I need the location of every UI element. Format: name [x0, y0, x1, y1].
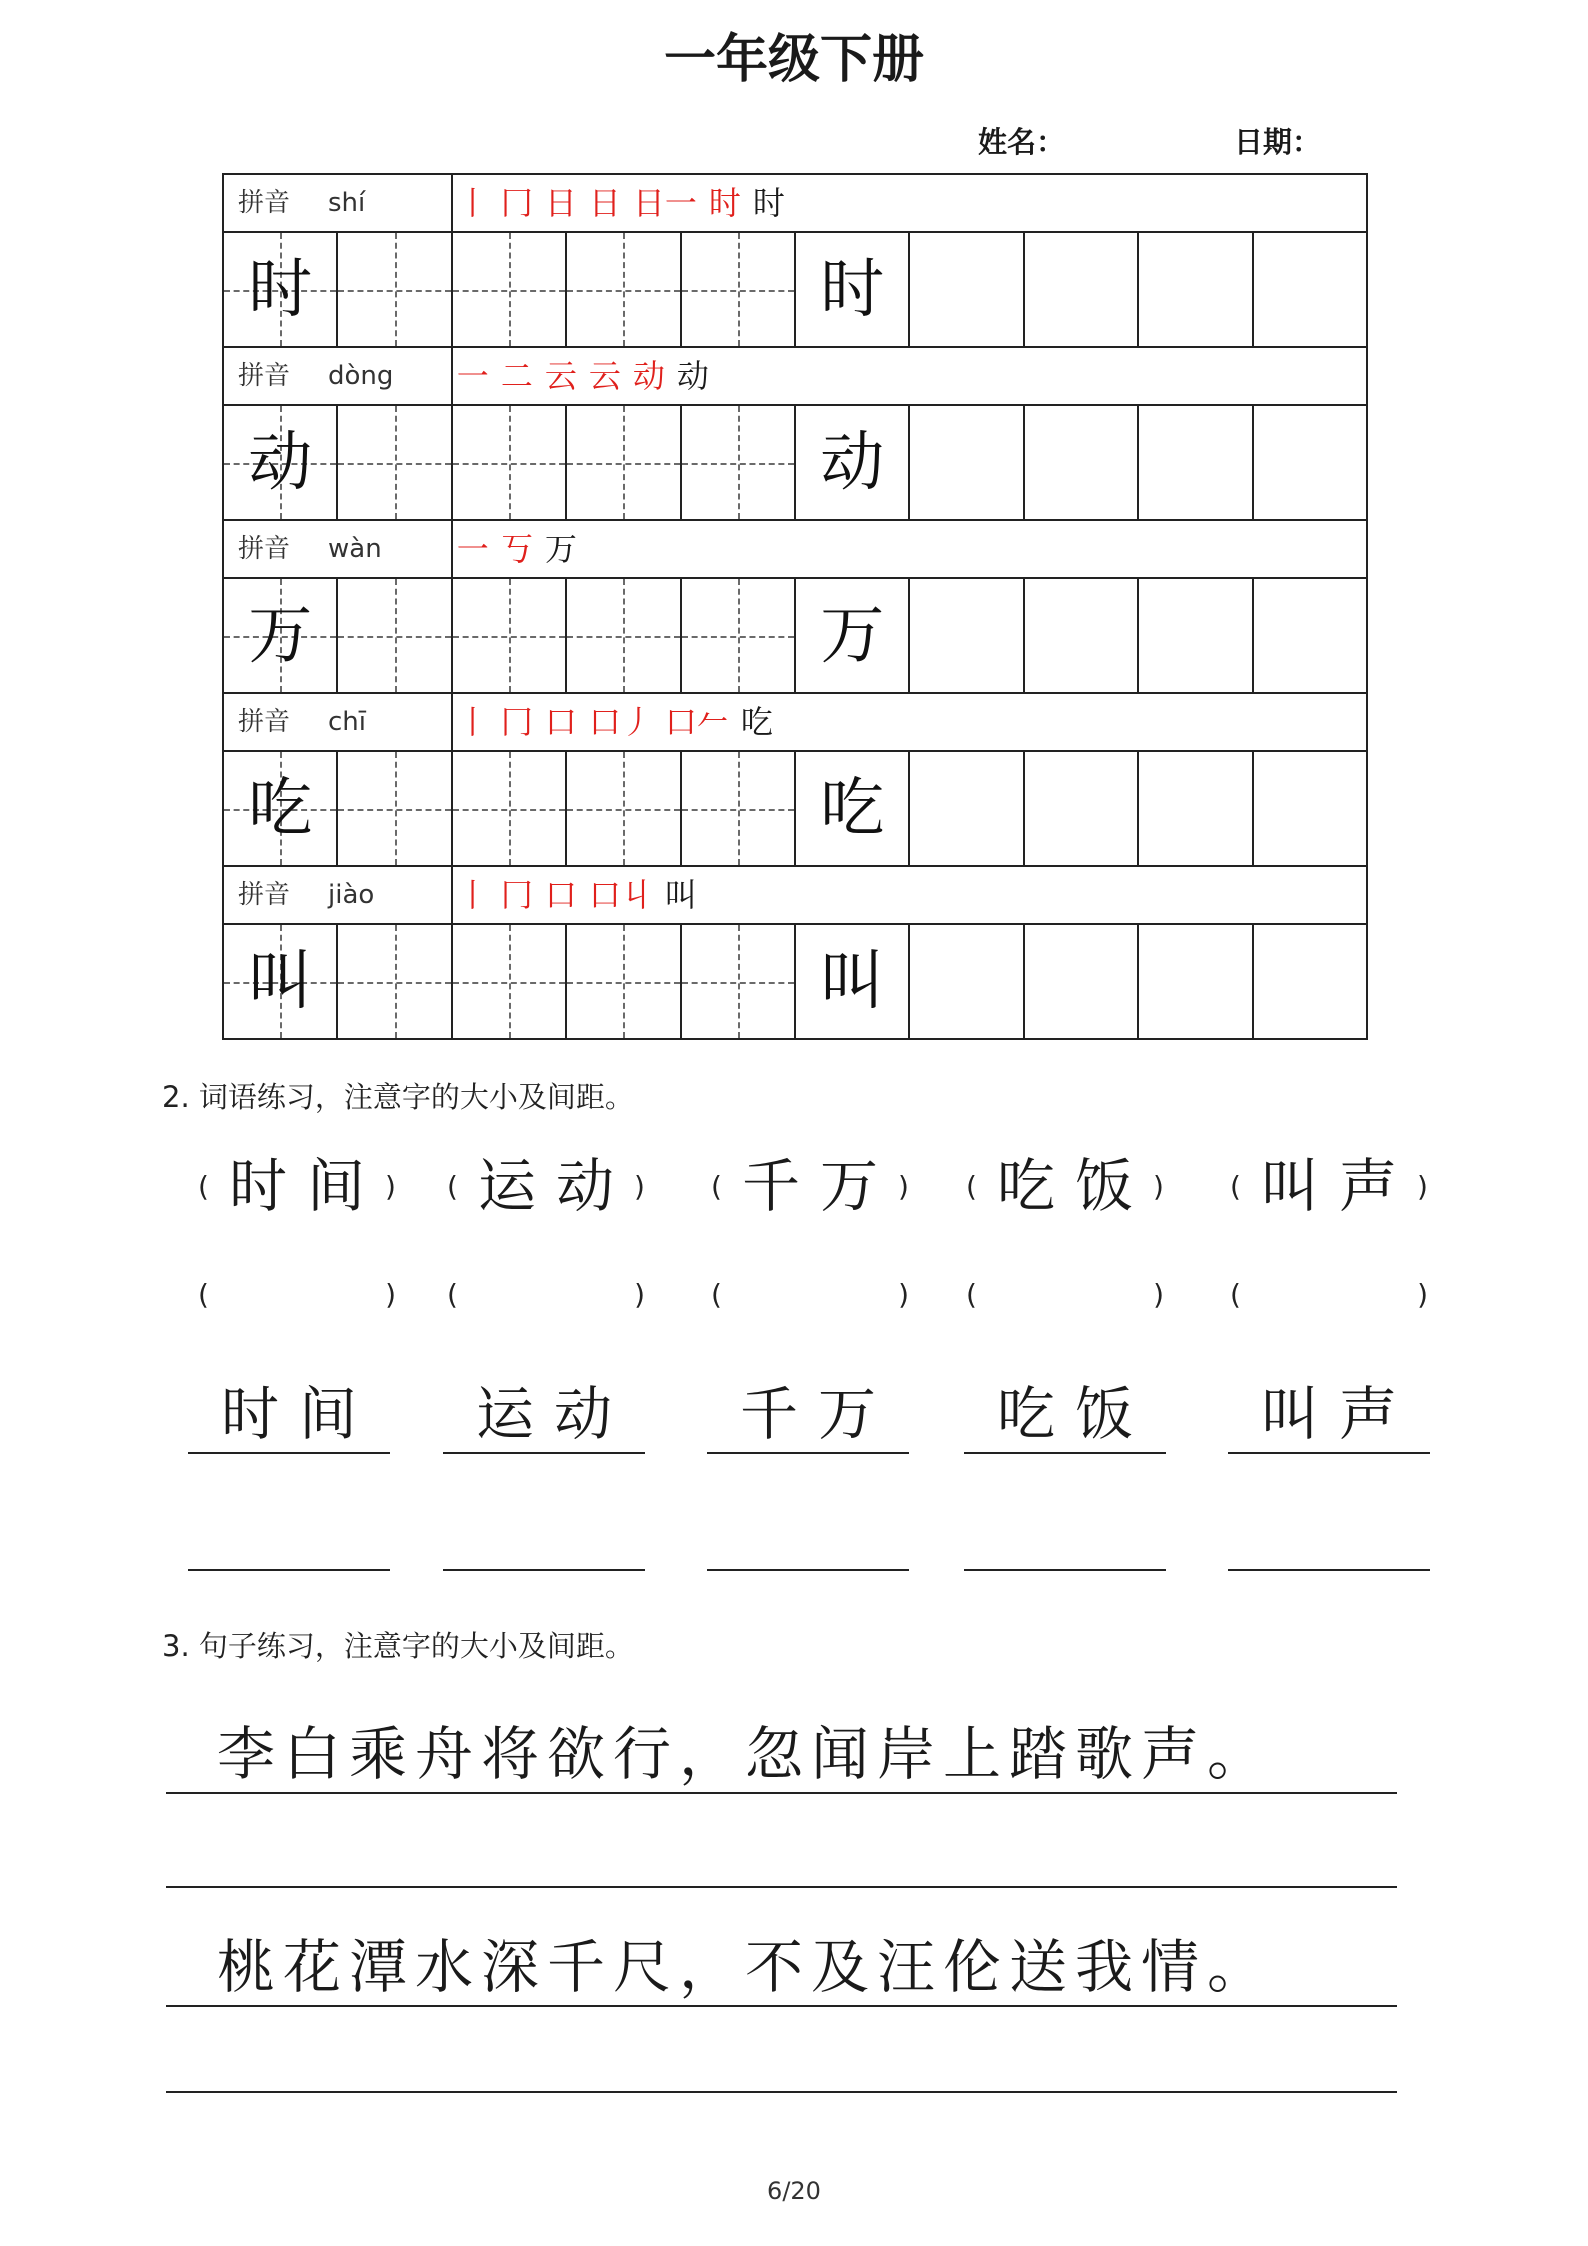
writing-row — [222, 750, 1366, 865]
sentence-text: 桃花潭水深千尺，不及汪伦送我情。 — [217, 1935, 1274, 2000]
blank-sentence-line — [166, 1840, 1397, 1888]
stroke-step: 日 — [588, 185, 621, 221]
pinyin-label: 拼音 — [238, 880, 291, 910]
stroke-step: 口丩 — [588, 877, 653, 913]
blank-writing-line — [707, 1511, 909, 1571]
writing-cell — [1252, 577, 1366, 692]
writing-cell — [565, 231, 679, 346]
writing-cell — [1252, 231, 1366, 346]
word-model-text: 叫声 — [1260, 1382, 1417, 1447]
empty-paren-blank — [1230, 1276, 1428, 1314]
stroke-step: 日 — [544, 185, 577, 221]
writing-cell — [336, 404, 450, 519]
stroke-step: 冂 — [500, 704, 533, 740]
writing-cell — [451, 923, 565, 1038]
word-writing-line — [964, 1378, 1166, 1454]
copy-char: 叫 — [820, 945, 885, 1017]
stroke-step: 冂 — [500, 185, 533, 221]
blank-writing-line — [964, 1511, 1166, 1571]
writing-cell — [1023, 923, 1137, 1038]
stroke-order-cell — [451, 692, 1366, 750]
writing-cell — [908, 750, 1022, 865]
pinyin-row — [222, 519, 1366, 577]
writing-cell — [1137, 231, 1251, 346]
stroke-step: 口 — [544, 877, 577, 913]
model-char-cell — [222, 404, 336, 519]
word-writing-line — [188, 1378, 390, 1454]
word-model-text: 吃饭 — [996, 1154, 1153, 1219]
model-char: 时 — [248, 253, 313, 325]
copy-char: 动 — [820, 426, 885, 498]
writing-cell — [451, 750, 565, 865]
writing-cell — [1023, 231, 1137, 346]
section3-heading: 3. 句子练习，注意字的大小及间距。 — [162, 1629, 634, 1663]
word-model-group — [711, 1150, 909, 1224]
pinyin-text: shí — [328, 188, 366, 218]
writing-cell — [1252, 923, 1366, 1038]
writing-cell — [565, 750, 679, 865]
pinyin-label: 拼音 — [238, 361, 291, 391]
character-practice-table — [222, 173, 1368, 1040]
copy-char-cell — [794, 404, 908, 519]
pinyin-row — [222, 173, 1366, 231]
close-paren: ) — [634, 1278, 645, 1311]
model-char-cell — [222, 231, 336, 346]
writing-cell — [680, 577, 794, 692]
writing-row — [222, 404, 1366, 519]
copy-char: 时 — [820, 253, 885, 325]
word-model-text: 千万 — [739, 1382, 896, 1447]
writing-cell — [565, 404, 679, 519]
writing-cell — [680, 923, 794, 1038]
empty-paren-blank — [198, 1276, 396, 1314]
pinyin-row — [222, 346, 1366, 404]
model-char: 动 — [248, 426, 313, 498]
word-model-text: 运动 — [475, 1382, 632, 1447]
close-paren: ) — [898, 1278, 909, 1311]
close-paren: ) — [634, 1170, 645, 1203]
copy-char: 吃 — [820, 772, 885, 844]
stroke-step: 云 — [544, 358, 577, 394]
stroke-order-cell — [451, 865, 1366, 923]
sentence-text: 李白乘舟将欲行，忽闻岸上踏歌声。 — [217, 1722, 1274, 1787]
pinyin-row — [222, 692, 1366, 750]
writing-cell — [1023, 577, 1137, 692]
close-paren: ) — [1153, 1278, 1164, 1311]
writing-cell — [451, 577, 565, 692]
page-title: 一年级下册 — [663, 30, 924, 90]
model-char-cell — [222, 577, 336, 692]
pinyin-text: chī — [328, 707, 366, 737]
open-paren: ( — [447, 1170, 458, 1203]
writing-cell — [336, 750, 450, 865]
writing-cell — [1023, 404, 1137, 519]
pinyin-label-cell — [222, 173, 451, 231]
open-paren: ( — [1230, 1170, 1241, 1203]
model-char: 吃 — [248, 772, 313, 844]
stroke-step: 时 — [708, 185, 741, 221]
writing-cell — [565, 923, 679, 1038]
open-paren: ( — [711, 1278, 722, 1311]
copy-char-cell — [794, 231, 908, 346]
empty-paren-blank — [447, 1276, 645, 1314]
writing-cell — [908, 577, 1022, 692]
pinyin-label-cell — [222, 346, 451, 404]
close-paren: ) — [1417, 1170, 1428, 1203]
stroke-step: 丨 — [456, 704, 489, 740]
pinyin-label-cell — [222, 865, 451, 923]
writing-cell — [680, 750, 794, 865]
empty-paren-blank — [966, 1276, 1164, 1314]
blank-writing-line — [443, 1511, 645, 1571]
stroke-step: 日一 — [632, 185, 697, 221]
pinyin-row — [222, 865, 1366, 923]
section2-heading: 2. 词语练习，注意字的大小及间距。 — [162, 1080, 634, 1114]
copy-char: 万 — [820, 599, 885, 671]
open-paren: ( — [966, 1278, 977, 1311]
open-paren: ( — [711, 1170, 722, 1203]
empty-paren-blank — [711, 1276, 909, 1314]
writing-cell — [1252, 750, 1366, 865]
stroke-step: 云 — [588, 358, 621, 394]
page-number: 6/20 — [767, 2177, 821, 2205]
writing-cell — [1137, 923, 1251, 1038]
pinyin-label-cell — [222, 692, 451, 750]
copy-char-cell — [794, 923, 908, 1038]
word-model-group — [447, 1150, 645, 1224]
writing-cell — [908, 231, 1022, 346]
pinyin-label: 拼音 — [238, 188, 291, 218]
writing-cell — [908, 923, 1022, 1038]
close-paren: ) — [385, 1278, 396, 1311]
writing-cell — [1023, 750, 1137, 865]
writing-cell — [1252, 404, 1366, 519]
word-model-group — [198, 1150, 396, 1224]
stroke-order-cell — [451, 519, 1366, 577]
word-model-group — [966, 1150, 1164, 1224]
name-label: 姓名： — [978, 125, 1066, 159]
model-char-cell — [222, 750, 336, 865]
copy-char-cell — [794, 750, 908, 865]
word-model-text: 时间 — [228, 1154, 385, 1219]
word-model-text: 叫声 — [1260, 1154, 1417, 1219]
stroke-step: 万 — [544, 531, 577, 567]
writing-row — [222, 923, 1366, 1038]
writing-cell — [336, 577, 450, 692]
open-paren: ( — [447, 1278, 458, 1311]
date-label: 日期： — [1234, 125, 1322, 159]
word-writing-line — [1228, 1378, 1430, 1454]
word-model-text: 千万 — [741, 1154, 898, 1219]
stroke-step: 丂 — [500, 531, 533, 567]
stroke-step: 吃 — [740, 704, 773, 740]
stroke-step: 一 — [456, 358, 489, 394]
stroke-step: 时 — [752, 185, 785, 221]
stroke-step: 动 — [632, 358, 665, 394]
writing-cell — [680, 404, 794, 519]
stroke-step: 口𠂉 — [664, 704, 729, 740]
stroke-step: 一 — [456, 531, 489, 567]
word-model-group — [1230, 1150, 1428, 1224]
stroke-step: 冂 — [500, 877, 533, 913]
stroke-step: 叫 — [664, 877, 697, 913]
close-paren: ) — [898, 1170, 909, 1203]
stroke-order-cell — [451, 346, 1366, 404]
writing-cell — [1137, 750, 1251, 865]
pinyin-label-cell — [222, 519, 451, 577]
writing-row — [222, 231, 1366, 346]
writing-cell — [565, 577, 679, 692]
sentence-line — [166, 1722, 1397, 1794]
word-model-text: 运动 — [477, 1154, 634, 1219]
sentence-line — [166, 1935, 1397, 2007]
writing-cell — [451, 231, 565, 346]
stroke-step: 口丿 — [588, 704, 653, 740]
writing-cell — [680, 231, 794, 346]
blank-sentence-line — [166, 2045, 1397, 2093]
word-model-text: 吃饭 — [996, 1382, 1153, 1447]
pinyin-label: 拼音 — [238, 707, 291, 737]
pinyin-text: dòng — [328, 361, 394, 391]
stroke-step: 口 — [544, 704, 577, 740]
stroke-step: 动 — [676, 358, 709, 394]
close-paren: ) — [1417, 1278, 1428, 1311]
blank-writing-line — [1228, 1511, 1430, 1571]
writing-cell — [451, 404, 565, 519]
word-model-text: 时间 — [220, 1382, 377, 1447]
close-paren: ) — [1153, 1170, 1164, 1203]
word-writing-line — [707, 1378, 909, 1454]
stroke-order-cell — [451, 173, 1366, 231]
writing-row — [222, 577, 1366, 692]
close-paren: ) — [385, 1170, 396, 1203]
writing-cell — [336, 923, 450, 1038]
pinyin-text: wàn — [328, 534, 382, 564]
model-char-cell — [222, 923, 336, 1038]
writing-cell — [908, 404, 1022, 519]
open-paren: ( — [198, 1278, 209, 1311]
stroke-step: 丨 — [456, 877, 489, 913]
writing-cell — [1137, 404, 1251, 519]
open-paren: ( — [966, 1170, 977, 1203]
model-char: 万 — [248, 599, 313, 671]
copy-char-cell — [794, 577, 908, 692]
blank-writing-line — [188, 1511, 390, 1571]
open-paren: ( — [1230, 1278, 1241, 1311]
stroke-step: 丨 — [456, 185, 489, 221]
open-paren: ( — [198, 1170, 209, 1203]
pinyin-text: jiào — [328, 880, 375, 910]
word-writing-line — [443, 1378, 645, 1454]
writing-cell — [1137, 577, 1251, 692]
writing-cell — [336, 231, 450, 346]
pinyin-label: 拼音 — [238, 534, 291, 564]
model-char: 叫 — [248, 945, 313, 1017]
stroke-step: 二 — [500, 358, 533, 394]
